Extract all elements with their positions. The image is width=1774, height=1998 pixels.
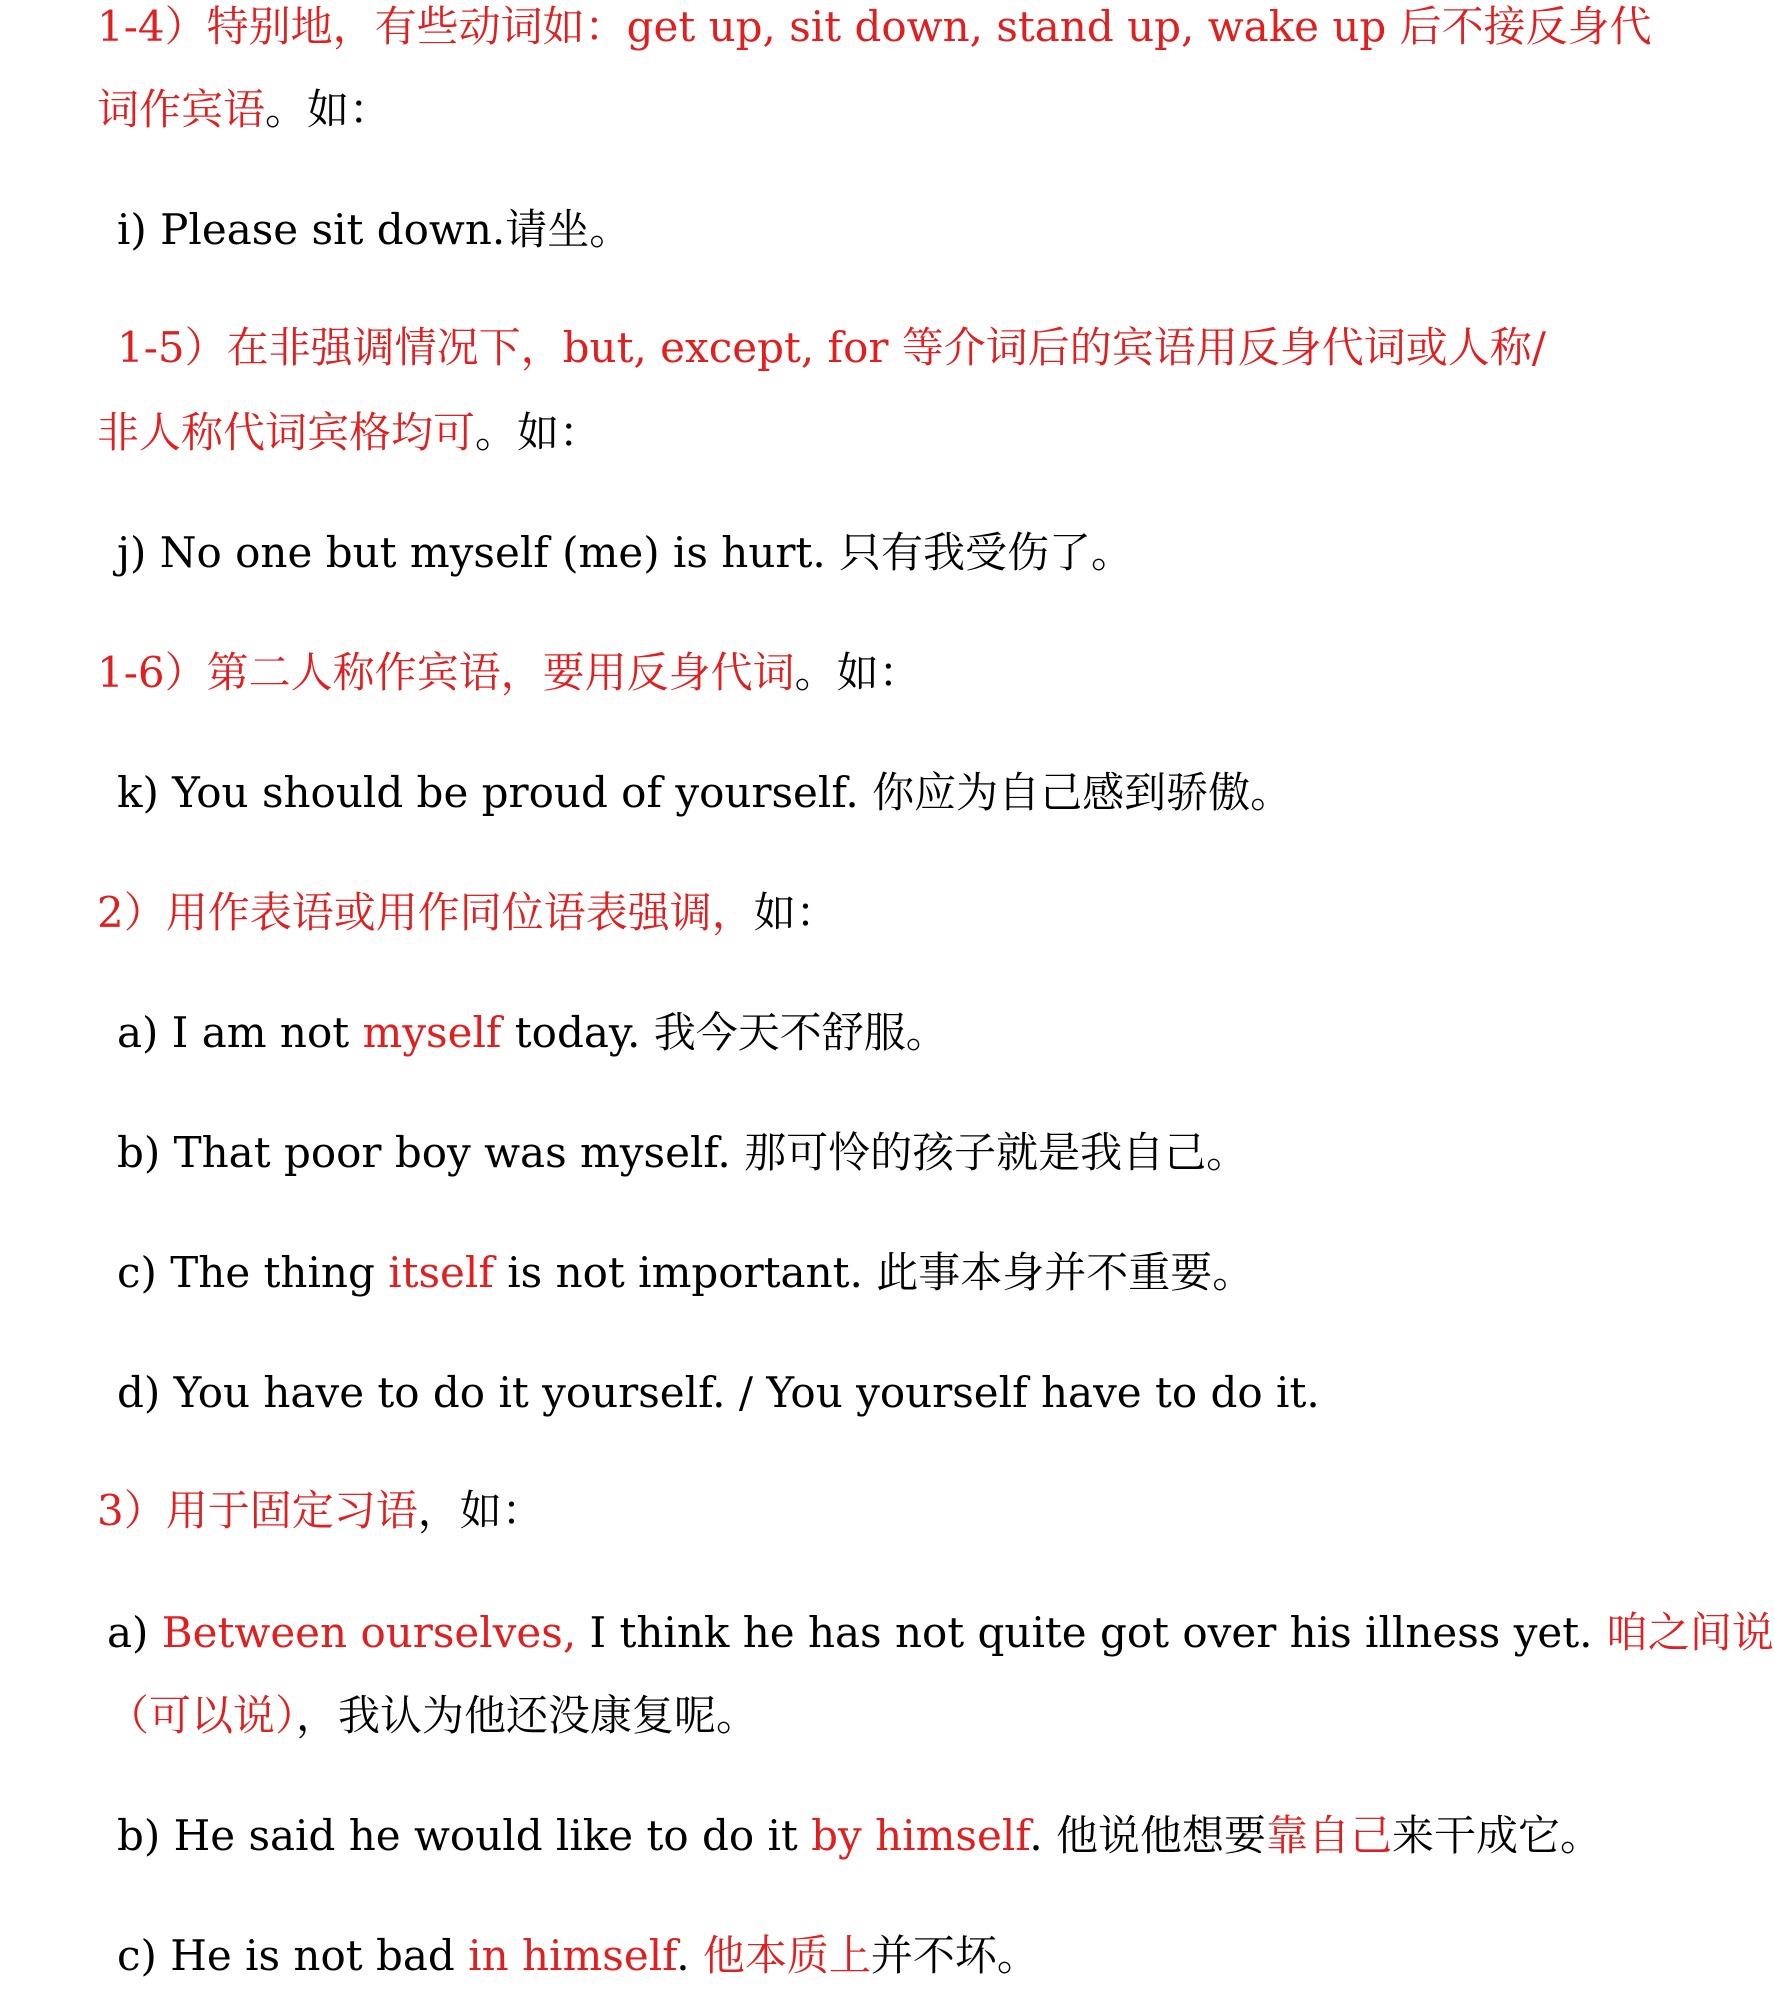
body-text: ，我认为他还没康复呢。 xyxy=(296,1691,759,1740)
body-text: c) The thing xyxy=(117,1248,389,1297)
body-text: a) I am not xyxy=(117,1008,363,1057)
body-text: b) He said he would like to do it xyxy=(117,1811,812,1860)
rule-1-4-line-2 xyxy=(97,80,391,140)
body-text: 并不坏。 xyxy=(870,1931,1039,1980)
highlighted-text: 咱之间说 xyxy=(1605,1608,1774,1657)
highlighted-text: Between ourselves, xyxy=(161,1608,577,1657)
body-text: . xyxy=(676,1931,703,1980)
rule-1-4-line-1 xyxy=(97,0,1652,57)
body-text: I think he has not quite got over his illness yet. xyxy=(576,1608,1606,1657)
rule-1-5-line-1 xyxy=(117,318,1546,378)
body-text: j) No one but myself (me) is hurt. 只有我受伤了。 xyxy=(117,528,1134,577)
example-2a xyxy=(117,1003,948,1063)
example-3a-line-2 xyxy=(107,1686,758,1746)
body-text: i) Please sit down.请坐。 xyxy=(117,205,632,254)
rule-1-6 xyxy=(97,643,921,703)
rule-2 xyxy=(97,883,838,943)
body-text: 如： xyxy=(753,888,838,937)
body-text: a) xyxy=(107,1608,162,1657)
highlighted-text: itself xyxy=(388,1248,494,1297)
body-text: 来干成它。 xyxy=(1392,1811,1603,1860)
highlighted-text: 非人称代词宾格均可 xyxy=(97,408,476,457)
highlighted-text: （可以说） xyxy=(107,1691,297,1740)
highlighted-text: 靠自己 xyxy=(1266,1811,1393,1860)
example-2d xyxy=(117,1363,1320,1423)
body-text: c) He is not bad xyxy=(117,1931,469,1980)
highlighted-text: myself xyxy=(362,1008,502,1057)
body-text: 。如： xyxy=(475,408,602,457)
highlighted-text: 1-4）特别地，有些动词如：get up, sit down, stand up, wake up 后不接反身代 xyxy=(97,2,1652,51)
highlighted-text: 他本质上 xyxy=(702,1931,871,1980)
rule-1-5-line-2 xyxy=(97,403,601,463)
highlighted-text: 词作宾语 xyxy=(97,85,266,134)
body-text: 。如： xyxy=(794,648,921,697)
rule-3 xyxy=(97,1481,544,1541)
example-2c xyxy=(117,1243,1254,1303)
example-3c xyxy=(117,1926,1039,1986)
highlighted-text: 3）用于固定习语 xyxy=(97,1486,418,1535)
highlighted-text: in himself xyxy=(468,1931,677,1980)
highlighted-text: by himself xyxy=(811,1811,1030,1860)
example-j xyxy=(117,523,1133,583)
body-text: k) You should be proud of yourself. 你应为自己感到骄傲。 xyxy=(117,768,1293,817)
example-i xyxy=(117,200,631,260)
example-3b xyxy=(117,1806,1602,1866)
example-3a-line-1 xyxy=(107,1603,1774,1663)
body-text: b) That poor boy was myself. 那可怜的孩子就是我自己。 xyxy=(117,1128,1249,1177)
highlighted-text: 1-6）第二人称作宾语，要用反身代词 xyxy=(97,648,795,697)
body-text: . 他说他想要 xyxy=(1029,1811,1267,1860)
highlighted-text: 1-5）在非强调情况下，but, except, for 等介词后的宾语用反身代词或人称/ xyxy=(117,323,1546,372)
body-text: d) You have to do it yourself. / You yourself have to do it. xyxy=(117,1368,1320,1417)
body-text: today. 我今天不舒服。 xyxy=(501,1008,948,1057)
example-k xyxy=(117,763,1292,823)
highlighted-text: 2）用作表语或用作同位语表强调， xyxy=(97,888,754,937)
body-text: ，如： xyxy=(417,1486,544,1535)
body-text: 。如： xyxy=(265,85,392,134)
example-2b xyxy=(117,1123,1248,1183)
body-text: is not important. 此事本身并不重要。 xyxy=(493,1248,1255,1297)
